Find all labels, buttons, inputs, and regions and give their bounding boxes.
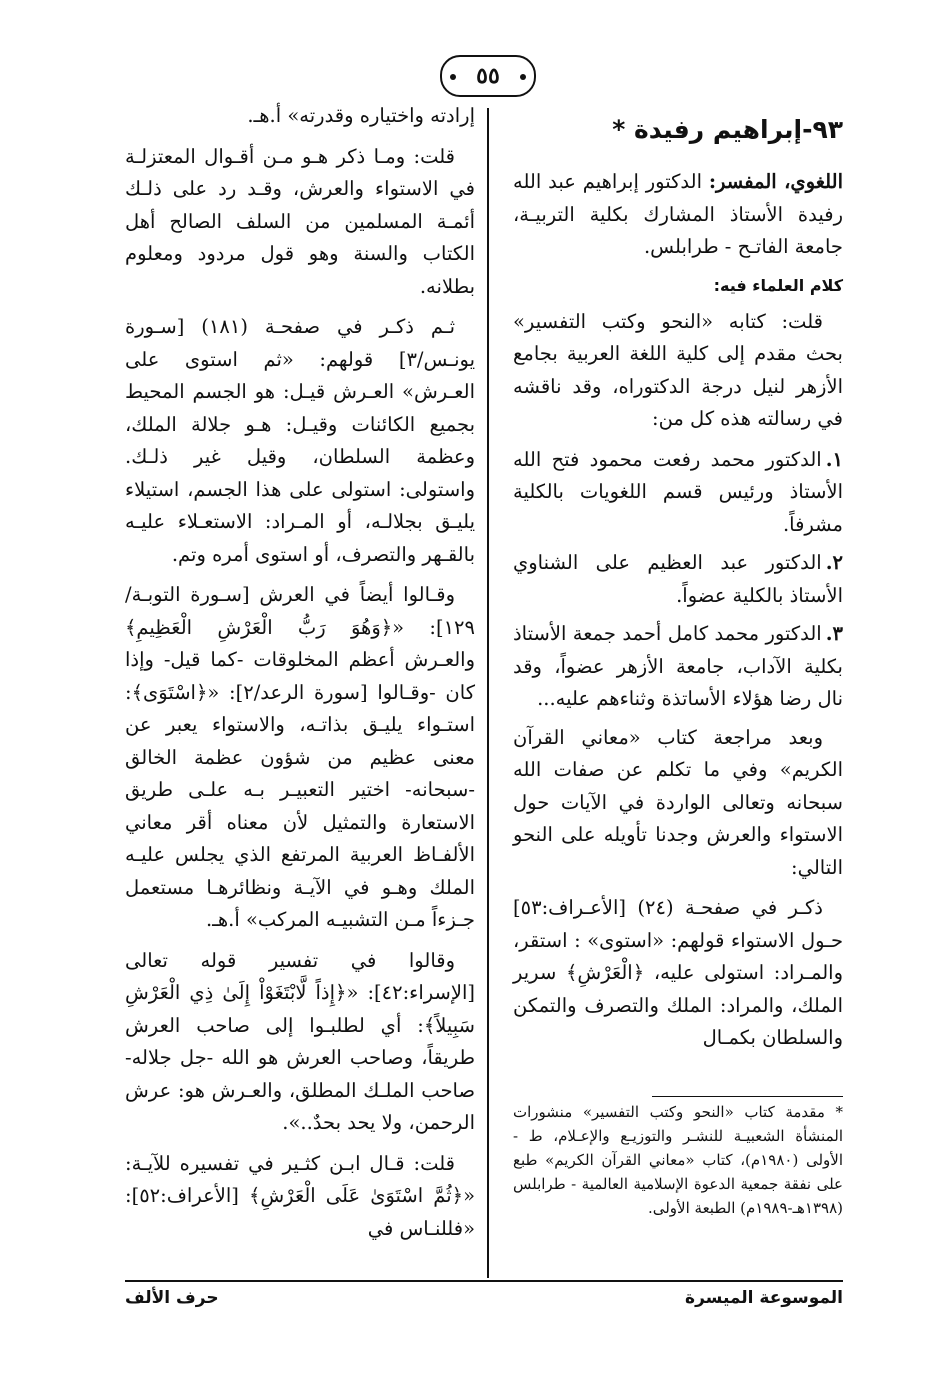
left-column: [125, 100, 475, 1253]
member-number: ١.: [825, 447, 843, 471]
committee-member: [513, 444, 843, 542]
left-paragraph-3: ثـم ذكـر في صفحـة (١٨١) [سـورة يونـس/٣] قولهم: «ثم استوى على العـرش» العـرش قيـل: هو الجسم المحيط بجميع الكائنات وقيـل: هـو جلالة الملك، وعظمة السلطان، وقيل غير ذلـك. واستولى: استولى على هذا الجسم، استيلاء يليـق بجلالـه، أو المـراد: الاستعـلاء عليـه بالقـهر والتصرف، أو استوى أمره وتم.: [125, 315, 475, 566]
committee-list: [513, 444, 843, 716]
letter-section: حرف الألف: [125, 1288, 219, 1308]
left-paragraph-6: قلت: قـال ابـن كثـير في تفسيره للآيـة: «﴿ثُمَّ اسْتَوَىٰ عَلَى الْعَرْشِ﴾ [الأعراف:٥٢]: «فللنـاس في: [125, 1151, 475, 1240]
right-paragraph-2: وبعد مراجعة كتاب «معاني القرآن الكريم» وفي ما تكلم عن صفات الله سبحانه وتعالى الواردة في الآيات حول الاستواء والعرش وجدنا تأويله على النحو التالي:: [513, 725, 843, 879]
intro-text: الدكتور إبراهيم عبد الله رفيدة الأستاذ المشارك بكلية التربيـة، جامعة الفاتـح - طرابلس.: [513, 170, 843, 258]
member-number: ٣.: [825, 622, 843, 645]
left-paragraph-5: وقالوا في تفسير قوله تعالى [الإسراء:٤٢]: «﴿إِذاً لَّابْتَغَوْاْ إِلَىٰ ذِي الْعَرْشِ سَبِيلاً﴾: أي لطلبـوا إلى صاحب العرش طريقاً، وصاحب العرش هو الله -جل جلاله- صاحب الملـك المطلق، والعـرش هو: عرش الرحمن، ولا يحد بحدٌ..».: [125, 948, 475, 1134]
right-column: [513, 100, 843, 1063]
member-text: الدكتور محمد رفعت محمود فتح الله الأستاذ ورئيس قسم اللغويات بالكلية مشرفاً.: [513, 447, 843, 536]
encyclopedia-title: الموسوعة الميسرة: [685, 1288, 843, 1308]
member-text: الدكتور عبد العظيم على الشناوي الأستاذ بالكلية عضواً.: [513, 551, 843, 607]
left-paragraph-2: قلت: ومـا ذكر هـو مـن أقـوال المعتزلـة في الاستواء والعرش، وقـد رد على ذلـك أئمـة المسلمين من السلف الصالح أهل الكتاب والسنة وهو قول مردود ومعلوم بطلانه.: [125, 144, 475, 298]
right-paragraph-1: قلت: كتابه «النحو وكتب التفسير» بحث مقدم إلى كلية اللغة العربية بجامع الأزهر لنيل درجة الدكتوراه، وقد ناقشه في رسالته هذه كل من:: [513, 309, 843, 430]
running-footer: [125, 1280, 843, 1314]
column-divider: [487, 108, 489, 1278]
intro-paragraph: [513, 166, 843, 264]
scholars-heading: كلام العلماء فيه:: [713, 275, 843, 295]
intro-label: اللغوي، المفسر:: [708, 170, 843, 193]
footnote-rule: [652, 1096, 843, 1097]
footnote: * مقدمة كتاب «النحو وكتب التفسير» منشورات المنشأة الشعبيـة للنشـر والتوزيـع والإعـلام، ط - الأولى (١٩٨٠م)، كتاب «معاني القرآن الكريم» طبع على نفقة جمعية الدعوة الإسلامية العالمية - طرابلس (١٣٩٨هـ-١٩٨٩م) الطبعة الأولى.: [513, 1103, 843, 1217]
committee-member: [513, 618, 843, 716]
article-title: ٩٣-إبراهيم رفيدة *: [612, 115, 843, 144]
member-text: الدكتور محمد كامل أحمد جمعة الأستاذ بكلية الآداب، جامعة الأزهر عضواً، وقد نال رضا هؤلاء الأساتذة وثناءهم عليه...: [513, 622, 843, 710]
left-paragraph-4: وقـالوا أيضاً في العرش [سـورة التوبـة/١٢٩]: «﴿وَهُوَ رَبُّ الْعَرْشِ الْعَظِيمِ﴾ والعـرش أعظم المخلوقات -كما قيل- وإذا كان -وقـالوا [سورة الرعد/٢]: «﴿اسْتَوَى﴾: استـواء يليـق بذاتـه، والاستواء يعبر عن معنى عظيم من شؤون عظمة الخالق -سبحانه- اختير التعبيـر بـه علـى طريق الاستعارة والتمثيل لأن معناه أقر معاني الألفـاظ العربية المرتفع الذي يجلس عليـه الملك وهـو في الآيـة ونظائرهـا مستعمل جـزءاً مـن التشبيـه المركب» أ.هـ.: [125, 583, 475, 931]
left-paragraph-1: إرادته واختياره وقدرته» أ.هـ.: [247, 104, 475, 127]
member-number: ٢.: [825, 551, 843, 574]
right-paragraph-3: ذكـر في صفحـة (٢٤) [الأعـراف:٥٣] حـول الاستواء قولهم: «استوى» : استقر، والمـراد: استولى عليه، ﴿الْعَرْشِ﴾ سرير الملك، والمراد: الملك والتصرف والتمكن والسلطان بكمـال: [513, 896, 843, 1049]
page-number: ٥٥: [440, 55, 536, 97]
committee-member: [513, 547, 843, 612]
